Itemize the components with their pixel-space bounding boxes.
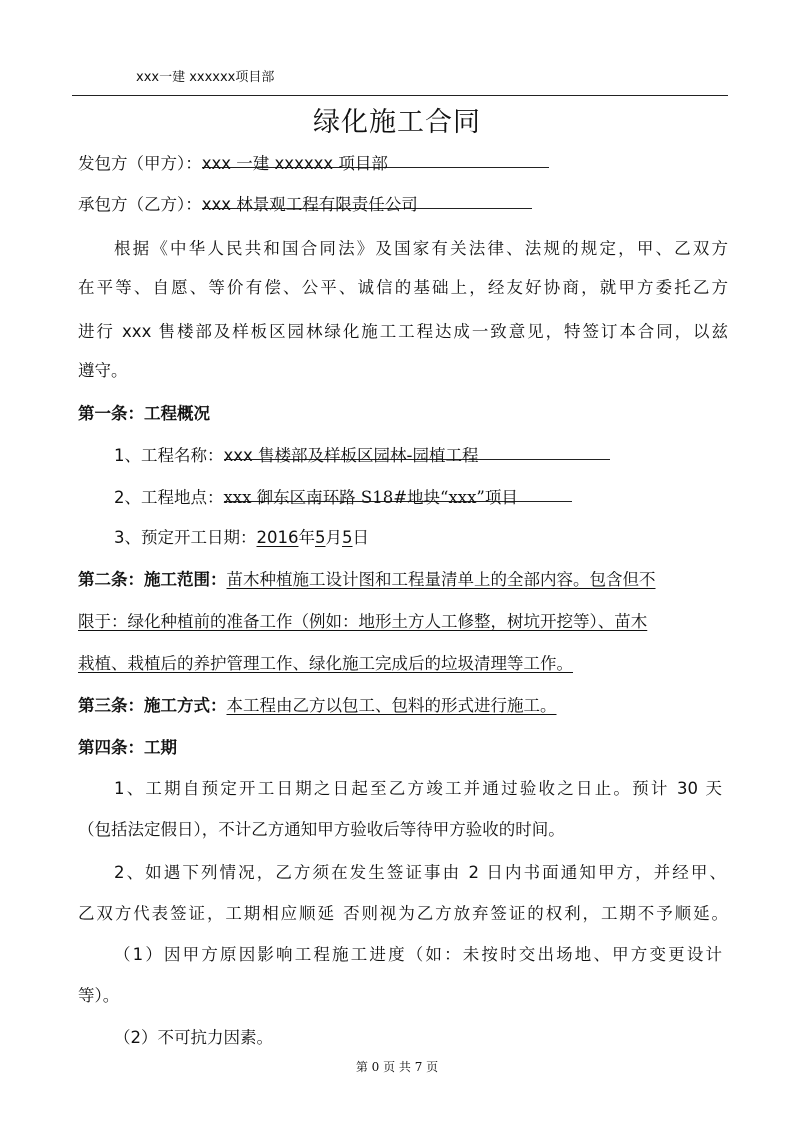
article2-line-3: [78, 650, 728, 674]
article1-project-site: [114, 484, 764, 508]
project-name-value: xxx 售楼部及样板区园林-园植工程: [223, 446, 479, 465]
article2-scope-2: 限于：绿化种植前的准备工作（例如：地形土方人工修整，树坑开挖等）、苗木: [78, 612, 648, 631]
party-b-field: [201, 191, 532, 214]
header-project-dept: xxx一建 xxxxxx项目部: [136, 70, 275, 85]
project-name-field: [223, 442, 610, 465]
article2-heading: 第二条：施工范围：: [78, 570, 227, 589]
preamble-line-2: 在平等、自愿、等价有偿、公平、诚信的基础上，经友好协商，就甲方委托乙方: [78, 278, 728, 297]
project-name-label: 1、工程名称：: [114, 446, 224, 465]
party-a-value: xxx 一建 xxxxxx 项目部: [201, 154, 388, 173]
article3-line: [78, 692, 728, 716]
document-title: 绿化施工合同: [313, 107, 481, 138]
project-site-field: [223, 484, 572, 507]
article4-clause1-line-2: 等）。: [78, 986, 120, 1005]
article2-scope-3: 栽植、栽植后的养护管理工作、绿化施工完成后的垃圾清理等工作。: [78, 654, 573, 673]
party-a-field: [201, 150, 549, 173]
start-date-day-unit: 日: [352, 528, 369, 547]
article4-p2-line-1: 2、如遇下列情况，乙方须在发生签证事由 2 日内书面通知甲方，并经甲、: [114, 863, 726, 882]
preamble-line-4: 遵守。: [78, 361, 128, 380]
article2-line-2: [78, 608, 728, 632]
preamble-line-3: 进行 xxx 售楼部及样板区园林绿化施工工程达成一致意见，特签订本合同，以兹: [78, 322, 728, 341]
article2-line-1: [78, 566, 728, 590]
party-a-label: 发包方（甲方）：: [78, 154, 202, 173]
start-date-month-unit: 月: [325, 528, 342, 547]
article3-heading: 第三条：施工方式：: [78, 696, 227, 715]
article4-clause2: （2）不可抗力因素。: [114, 1028, 273, 1047]
page-footer: 第 0 页 共 7 页: [355, 1060, 439, 1074]
start-date-day: 5: [342, 528, 353, 547]
start-date-label: 3、预定开工日期：: [114, 528, 257, 547]
article4-p1-line-1: 1、工期自预定开工日期之日起至乙方竣工并通过验收之日止。预计 30 天: [114, 779, 722, 798]
start-date-year-unit: 年: [298, 528, 315, 547]
article1-start-date: [114, 524, 764, 548]
article4-p1-line-2: （包括法定假日），不计乙方通知甲方验收后等待甲方验收的时间。: [78, 820, 565, 839]
project-site-value: xxx 御东区南环路 S18#地块“xxx”项目: [223, 488, 518, 507]
preamble-line-1: 根据《中华人民共和国合同法》及国家有关法律、法规的规定，甲、乙双方: [114, 239, 728, 258]
article2-scope-1: 苗木种植施工设计图和工程量清单上的全部内容。包含但不: [226, 570, 656, 589]
article1-project-name: [114, 442, 764, 466]
header-divider: [72, 95, 728, 96]
start-date-month: 5: [315, 528, 326, 547]
article4-p2-line-2: 乙双方代表签证，工期相应顺延 否则视为乙方放弃签证的权利，工期不予顺延。: [78, 904, 728, 923]
party-b-line: [78, 191, 728, 215]
party-b-value: xxx 林景观工程有限责任公司: [201, 195, 418, 214]
article4-clause1-line-1: （1）因甲方原因影响工程施工进度（如：未按时交出场地、甲方变更设计: [114, 945, 722, 964]
article4-heading: 第四条：工期: [78, 738, 177, 757]
party-b-label: 承包方（乙方）：: [78, 195, 202, 214]
party-a-line: [78, 150, 728, 174]
article3-text: 本工程由乙方以包工、包料的形式进行施工。: [226, 696, 557, 715]
article1-heading: 第一条：工程概况: [78, 404, 210, 423]
start-date-year: 2016: [256, 528, 299, 547]
project-site-label: 2、工程地点：: [114, 488, 224, 507]
